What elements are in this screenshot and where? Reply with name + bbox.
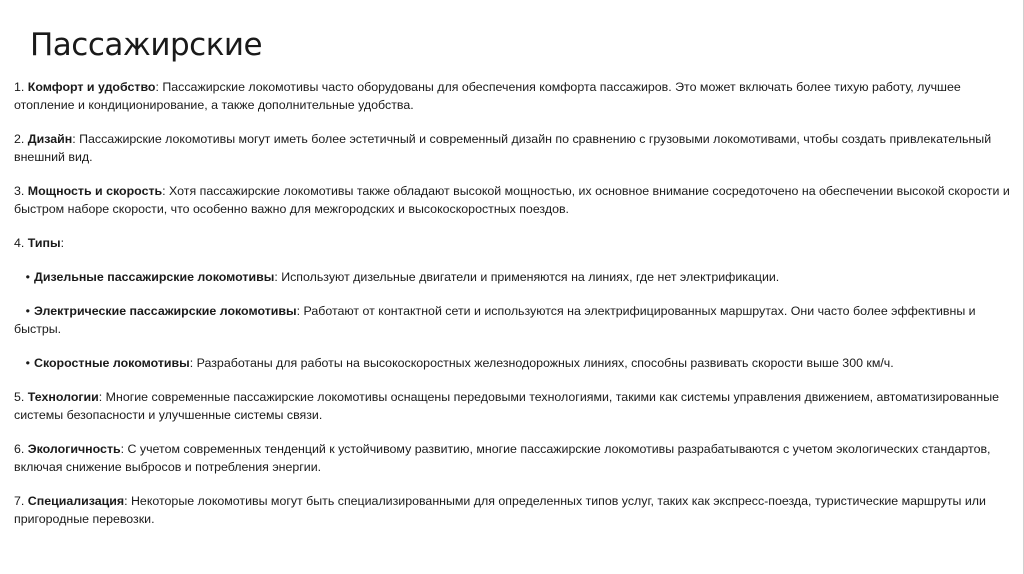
bullet-item-diesel	[14, 268, 1010, 286]
item-text: : Некоторые локомотивы могут быть специализированными для определенных типов услуг, таких как экспресс-поезда, туристические маршруты или пригородные перевозки.	[14, 494, 986, 526]
bullet-text: : Используют дизельные двигатели и применяются на линиях, где нет электрификации.	[274, 270, 780, 284]
list-item-power-speed	[14, 182, 1010, 218]
item-term: Мощность и скорость	[27, 184, 163, 198]
bullet-term: Дизельные пассажирские локомотивы	[34, 270, 275, 284]
item-number: 1.	[14, 80, 25, 94]
list-item-comfort	[14, 78, 1010, 114]
item-text: : Многие современные пассажирские локомотивы оснащены передовыми технологиями, такими как системы управления движением, автоматизированные системы безопасности и улучшенные системы связи.	[14, 390, 1000, 422]
bullet-item-electric	[14, 302, 1010, 338]
item-number: 4.	[14, 236, 25, 250]
slide-title: Пассажирские	[30, 27, 263, 63]
bullet-icon: •	[25, 304, 30, 318]
item-term: Технологии	[27, 390, 99, 404]
bullet-icon: •	[25, 356, 30, 370]
item-number: 7.	[14, 494, 25, 508]
list-item-ecology	[14, 440, 1010, 476]
item-term: Дизайн	[27, 132, 73, 146]
item-term: Экологичность	[27, 442, 121, 456]
item-term: Специализация	[27, 494, 125, 508]
item-term: Типы	[27, 236, 61, 250]
bullet-term: Электрические пассажирские локомотивы	[34, 304, 297, 318]
item-text: : Пассажирские локомотивы часто оборудованы для обеспечения комфорта пассажиров. Это может включать более тихую работу, лучшее отопление и кондиционирование, а также дополнительные удобства.	[14, 80, 961, 112]
item-number: 3.	[14, 184, 25, 198]
item-term: Комфорт и удобство	[27, 80, 156, 94]
bullet-icon: •	[25, 270, 30, 284]
item-number: 6.	[14, 442, 25, 456]
item-number: 2.	[14, 132, 25, 146]
list-item-specialization	[14, 492, 1010, 528]
item-text: : С учетом современных тенденций к устойчивому развитию, многие пассажирские локомотивы разрабатываются с учетом экологических стандартов, включая снижение выбросов и потребления энергии.	[14, 442, 991, 474]
bullet-item-high-speed	[14, 354, 1010, 372]
list-item-types	[14, 234, 1010, 252]
item-text: : Пассажирские локомотивы могут иметь более эстетичный и современный дизайн по сравнению с грузовыми локомотивами, чтобы создать привлекательный внешний вид.	[14, 132, 992, 164]
item-text: :	[60, 236, 65, 250]
bullet-text: : Работают от контактной сети и используются на электрифицированных маршрутах. Они часто более эффективны и быстры.	[14, 304, 976, 336]
item-number: 5.	[14, 390, 25, 404]
list-item-design	[14, 130, 1010, 166]
list-item-technology	[14, 388, 1010, 424]
item-text: : Хотя пассажирские локомотивы также обладают высокой мощностью, их основное внимание сосредоточено на обеспечении высокой скорости и быстром наборе скорости, что особенно важно для межгородских и высокоскоростных поездов.	[14, 184, 1010, 216]
bullet-text: : Разработаны для работы на высокоскоростных железнодорожных линиях, способны развивать скорости выше 300 км/ч.	[189, 356, 894, 370]
slide-body	[14, 78, 1010, 544]
bullet-term: Скоростные локомотивы	[34, 356, 190, 370]
